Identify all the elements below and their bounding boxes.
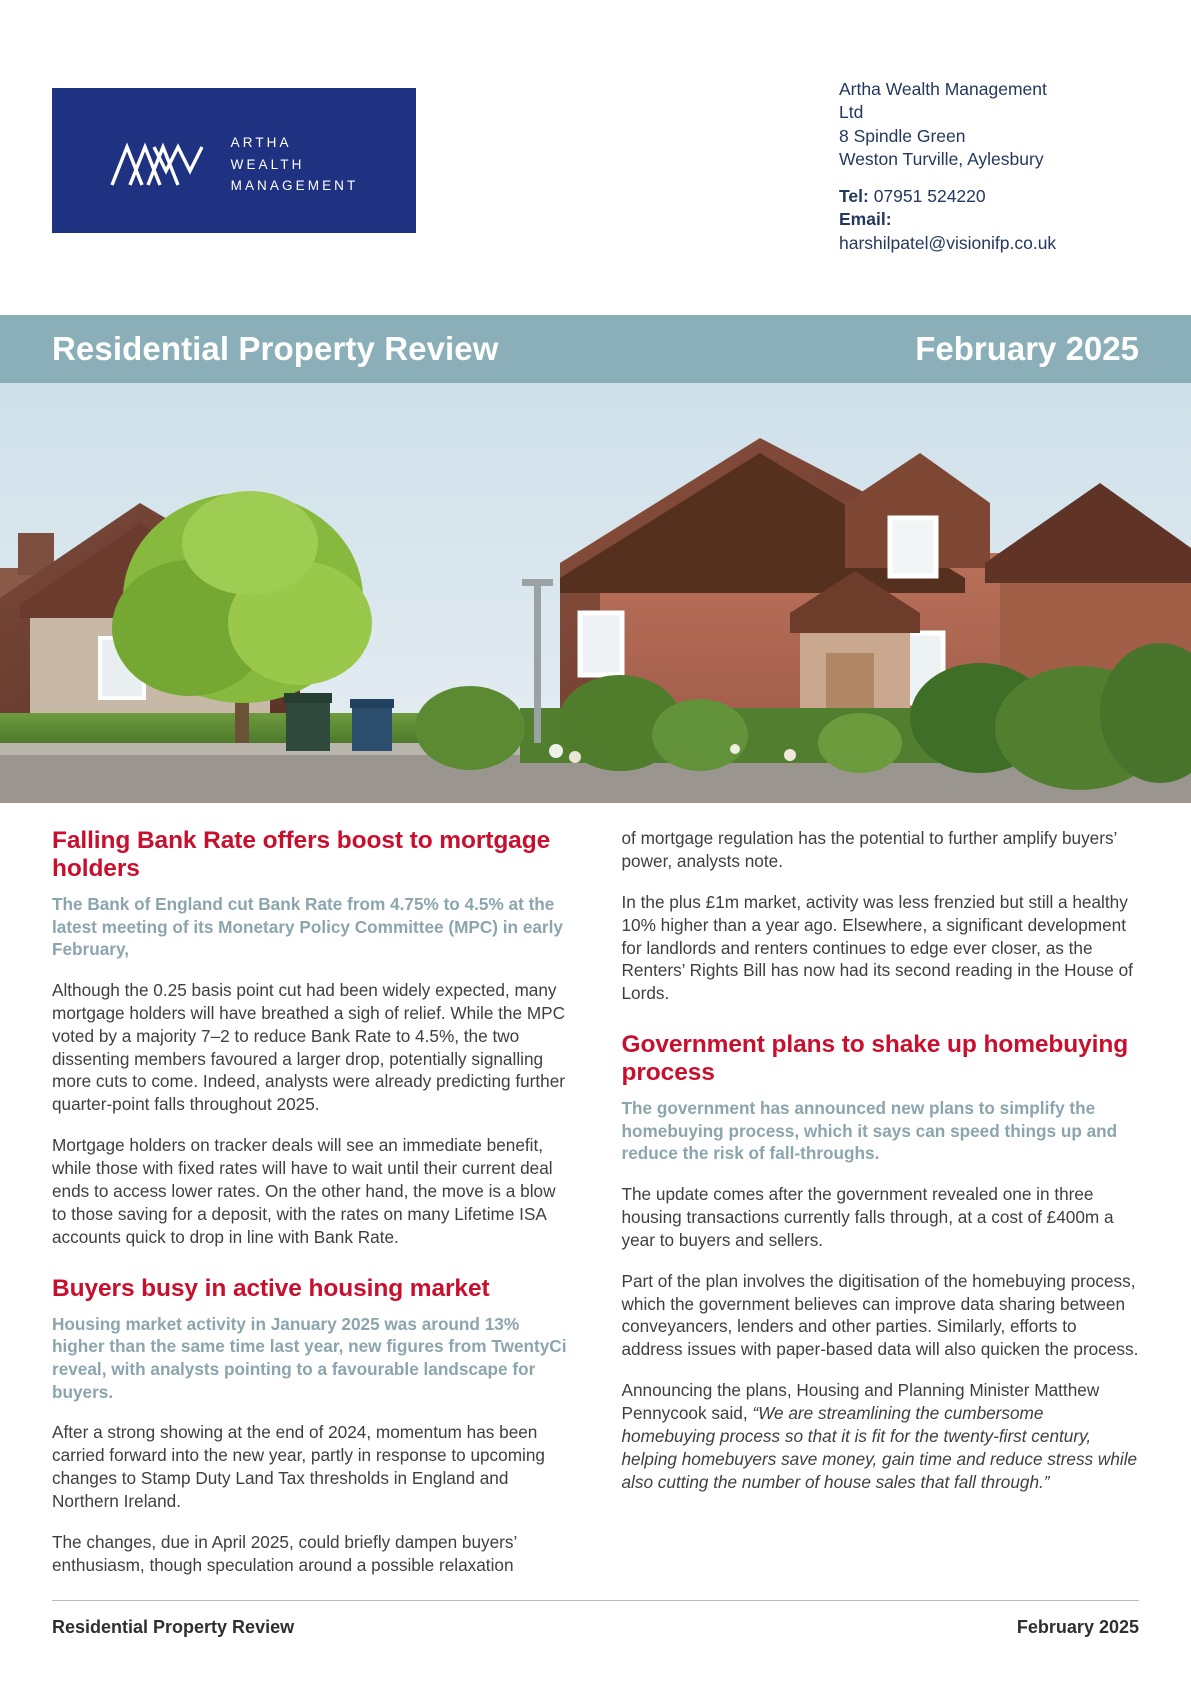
- article-heading: Government plans to shake up homebuying process: [621, 1031, 1129, 1087]
- article-standfirst: The Bank of England cut Bank Rate from 4.75% to 4.5% at the latest meeting of its Monetary Policy Committee (MPC) in early February,: [52, 893, 563, 960]
- right-column: [622, 827, 1140, 1595]
- article-paragraph: The update comes after the government revealed one in three housing transactions currently falls through, at a cost of £400m a year to buyers and sellers.: [621, 1184, 1114, 1250]
- article-columns: [0, 803, 1191, 1595]
- article-bank-rate: [52, 827, 570, 1249]
- company-name-line-2: Ltd: [839, 102, 864, 123]
- article-standfirst: The government has announced new plans to simplify the homebuying process, which it says can speed things up and reduce the risk of fall-throughs.: [621, 1097, 1118, 1164]
- quote-intro: Announcing the plans, Housing and Planning Minister Matthew Pennycook said,: [621, 1380, 1100, 1424]
- logo-text-line-3: MANAGEMENT: [230, 178, 359, 194]
- tel-value: 07951 524220: [873, 186, 986, 207]
- logo-text-line-2: WEALTH: [230, 156, 305, 172]
- hero-image: [0, 383, 1191, 803]
- email-label: Email:: [839, 209, 892, 230]
- left-column: [52, 827, 570, 1595]
- email-value[interactable]: harshilpatel@visionifp.co.uk: [839, 232, 1057, 253]
- awm-monogram-icon: [110, 141, 214, 187]
- contact-spacer: [839, 171, 1139, 185]
- address-line-2: Weston Turville, Aylesbury: [839, 148, 1044, 169]
- article-heading: Buyers busy in active housing market: [52, 1274, 490, 1302]
- tel-label: Tel:: [839, 186, 869, 207]
- publication-date: February 2025: [915, 330, 1139, 367]
- article-paragraph: Although the 0.25 basis point cut had been widely expected, many mortgage holders will have breathed a sigh of relief. While the MPC voted by a majority 7–2 to reduce Bank Rate to 4.5%, the two dissenting members favoured a larger drop, potentially signalling more cuts to come. Indeed, analysts were already predicting further quarter-point falls throughout 2025.: [52, 979, 566, 1115]
- logo-text-line-1: ARTHA: [230, 134, 292, 150]
- footer-title: Residential Property Review: [52, 1617, 295, 1637]
- article-paragraph: of mortgage regulation has the potential to further amplify buyers’ power, analysts note.: [621, 828, 1117, 871]
- page-header: [0, 0, 1191, 315]
- article-quote-paragraph: [622, 1379, 1140, 1493]
- article-paragraph: Part of the plan involves the digitisation of the homebuying process, which the government believes can improve data sharing between conveyancers, lenders and other parties. Similarly, efforts to address issues with paper-based data will also quicken the process.: [621, 1270, 1139, 1360]
- article-paragraph: The changes, due in April 2025, could briefly dampen buyers’ enthusiasm, though speculation around a possible relaxation: [52, 1531, 517, 1575]
- contact-block: [839, 78, 1139, 255]
- company-name-line-1: Artha Wealth Management: [839, 79, 1047, 99]
- company-logo: [52, 88, 416, 233]
- article-paragraph: In the plus £1m market, activity was less frenzied but still a healthy 10% higher than a year ago. Elsewhere, a significant development for landlords and renters continues to edge ever closer, as the Renters’ Rights Bill has now had its second reading in the House of Lords.: [621, 891, 1133, 1004]
- article-heading: Falling Bank Rate offers boost to mortgage holders: [52, 827, 551, 882]
- title-banner: [0, 315, 1191, 383]
- minister-quote: “We are streamlining the cumbersome homebuying process so that it is fit for the twenty-first century, helping homebuyers save money, gain time and reduce stress while also cutting the number of house sales that fall through.”: [621, 1403, 1138, 1492]
- article-buyers-busy: [52, 1275, 570, 1577]
- publication-title: Residential Property Review: [52, 330, 499, 367]
- page-footer: [52, 1600, 1139, 1638]
- article-paragraph: Mortgage holders on tracker deals will see an immediate benefit, while those with fixed rates will have to wait until their current deal ends to access lower rates. On the other hand, the move is a blow to those saving for a deposit, with the rates on many Lifetime ISA accounts quick to drop in line with Bank Rate.: [52, 1135, 556, 1247]
- telephone-line: [839, 185, 1139, 208]
- hero-illustration: [0, 383, 1191, 803]
- footer-date: February 2025: [1016, 1617, 1139, 1637]
- article-standfirst: Housing market activity in January 2025 was around 13% higher than the same time last year, new figures from TwentyCi reveal, with analysts pointing to a favourable landscape for buyers.: [52, 1313, 567, 1402]
- article-paragraph: After a strong showing at the end of 2024, momentum has been carried forward into the new year, partly in response to upcoming changes to Stamp Duty Land Tax thresholds in England and Northern Ireland.: [52, 1422, 545, 1511]
- article-buyers-busy-continued: [622, 827, 1140, 1005]
- address-line-1: 8 Spindle Green: [839, 125, 966, 146]
- article-homebuying-process: [622, 1031, 1140, 1493]
- footer-divider: [52, 1600, 1139, 1601]
